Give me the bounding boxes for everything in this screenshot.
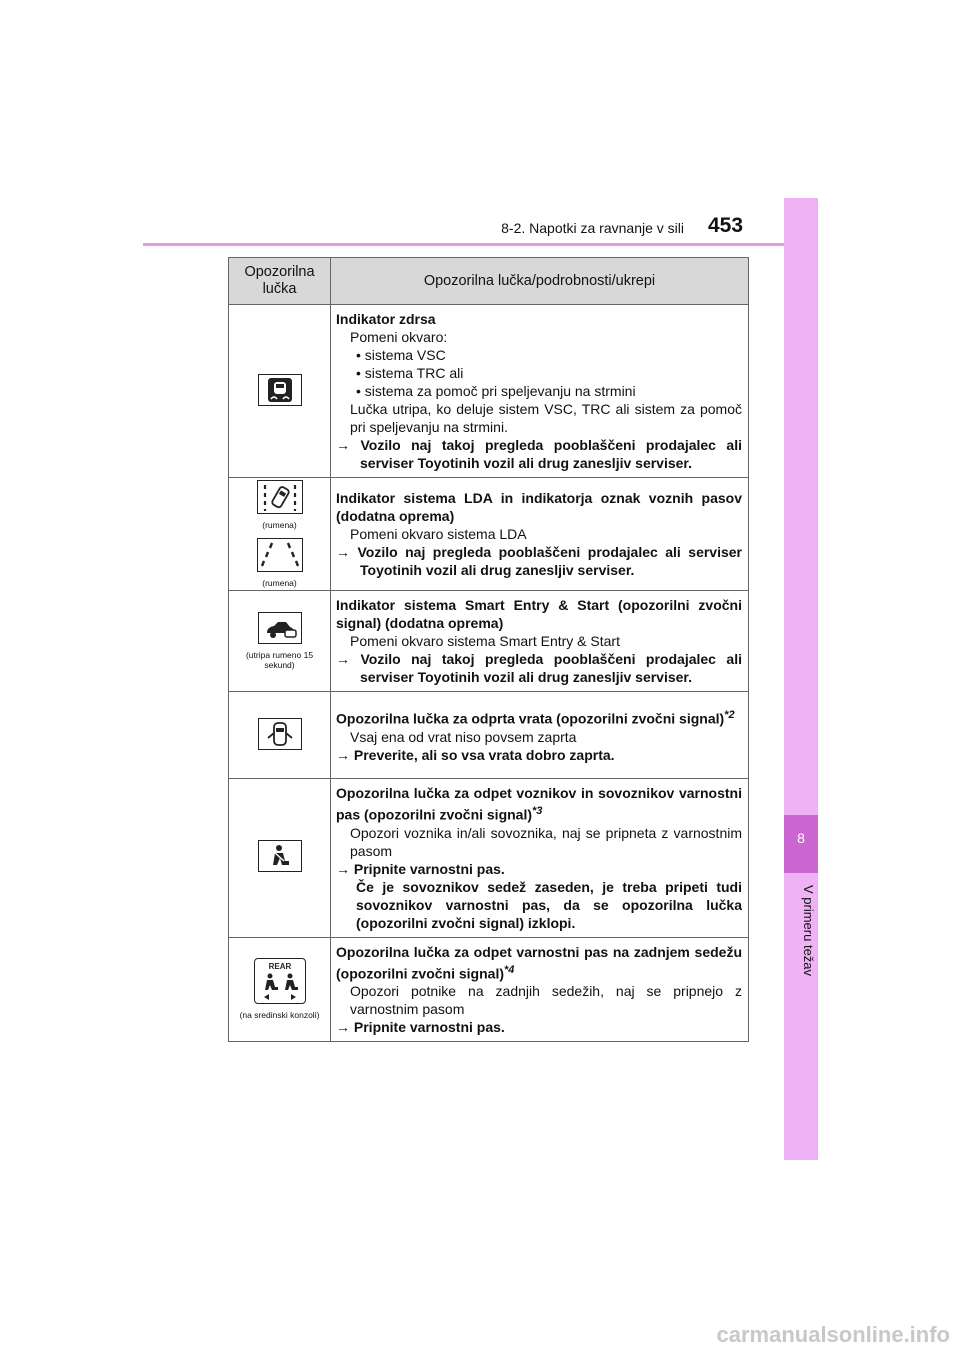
arrow-icon: → bbox=[336, 437, 350, 453]
action: → Pripnite varnostni pas. bbox=[336, 860, 505, 877]
section-title: 8-2. Napotki za ravnanje v sili bbox=[501, 220, 684, 236]
details-cell bbox=[331, 692, 749, 779]
footnote-marker: *4 bbox=[504, 963, 515, 976]
chapter-number: 8 bbox=[797, 830, 805, 846]
description: Opozori voznika in/ali sovoznika, naj se pripneta z varnostnim pasom bbox=[350, 824, 742, 859]
list-item: • sistema za pomoč pri speljevanju na strmini bbox=[356, 383, 636, 399]
chapter-sidebar bbox=[784, 198, 818, 1160]
description: Pomeni okvaro: bbox=[350, 329, 448, 345]
details-cell bbox=[331, 591, 749, 692]
open-door-icon bbox=[258, 718, 302, 750]
table-row bbox=[229, 692, 749, 779]
footnote-marker: *3 bbox=[532, 805, 543, 817]
arrow-icon: → bbox=[336, 651, 350, 667]
chapter-title: V primeru težav bbox=[801, 885, 816, 977]
table-row bbox=[229, 779, 749, 938]
action: → Vozilo naj pregleda pooblaščeni prodajalec ali serviser Toyotinih vozil ali drug zanesljiv serviser. bbox=[336, 544, 743, 578]
icon-caption: (na sredinski konzoli) bbox=[239, 1010, 320, 1021]
light-title: Opozorilna lučka za odpet voznikov in sovoznikov varnostni pas (opozorilni zvočni signal)$^{*3}$ bbox=[336, 785, 742, 823]
description: Vsaj ena od vrat niso povsem zaprta bbox=[350, 728, 577, 745]
icon-cell bbox=[229, 305, 331, 478]
action: → Pripnite varnostni pas. bbox=[336, 1019, 505, 1036]
table-row bbox=[229, 591, 749, 692]
column-header-details: Opozorilna lučka/podrobnosti/ukrepi bbox=[331, 258, 749, 305]
slip-indicator-icon bbox=[258, 374, 302, 406]
warning-light-table bbox=[228, 257, 749, 1042]
rear-seatbelt-icon bbox=[254, 958, 306, 1004]
icon-caption: (rumena) bbox=[262, 578, 297, 588]
arrow-icon: → bbox=[336, 544, 350, 560]
header-rule bbox=[143, 243, 818, 246]
table-row bbox=[229, 305, 749, 478]
table-header-row bbox=[229, 258, 749, 305]
action: → Vozilo naj takoj pregleda pooblaščeni prodajalec ali serviser Toyotinih vozil ali drug zanesljiv serviser. bbox=[336, 651, 742, 685]
light-title: Indikator sistema Smart Entry & Start (opozorilni zvočni signal) (dodatna oprema) bbox=[336, 597, 742, 631]
list-item: • sistema VSC bbox=[356, 347, 446, 363]
icon-cell bbox=[229, 779, 331, 938]
arrow-icon: → bbox=[336, 860, 350, 877]
arrow-icon: → bbox=[336, 746, 350, 763]
icon-cell bbox=[229, 937, 331, 1042]
svg-text:REAR: REAR bbox=[268, 962, 291, 972]
watermark: carmanualsonline.info bbox=[716, 1322, 950, 1347]
column-header-light: Opozorilna lučka bbox=[229, 258, 331, 305]
list-item: • sistema TRC ali bbox=[356, 365, 464, 381]
description: Opozori potnike na zadnjih sedežih, naj se pripnejo z varnostnim pasom bbox=[350, 983, 742, 1018]
note: Lučka utripa, ko deluje sistem VSC, TRC ali sistem za pomoč pri speljevanju na strmini. bbox=[350, 401, 742, 435]
table-row bbox=[229, 937, 749, 1042]
details-cell bbox=[331, 305, 749, 478]
icon-cell bbox=[229, 692, 331, 779]
details-cell bbox=[331, 937, 749, 1042]
lane-markers-icon bbox=[257, 538, 303, 572]
smart-key-icon bbox=[258, 612, 302, 644]
icon-cell bbox=[229, 478, 331, 591]
icon-cell bbox=[229, 591, 331, 692]
light-title: Opozorilna lučka za odprta vrata (opozorilni zvočni signal)$^{*2}$ bbox=[336, 709, 735, 727]
icon-caption: (utripa rumeno 15 sekund) bbox=[245, 650, 314, 670]
footnote-marker: *2 bbox=[724, 709, 735, 722]
description: Pomeni okvaro sistema LDA bbox=[350, 526, 527, 542]
light-title: Indikator sistema LDA in indikatorja oznak voznih pasov (dodatna oprema) bbox=[336, 490, 742, 524]
light-title: Opozorilna lučka za odpet varnostni pas na zadnjem sedežu (opozorilni zvočni signal)$^{*4}$ bbox=[336, 943, 742, 982]
page-number: 453 bbox=[708, 214, 744, 237]
seatbelt-icon bbox=[258, 840, 302, 872]
arrow-icon: → bbox=[336, 1019, 350, 1036]
light-title: Indikator zdrsa bbox=[336, 311, 436, 327]
details-cell bbox=[331, 478, 749, 591]
details-cell bbox=[331, 779, 749, 938]
description: Pomeni okvaro sistema Smart Entry & Start bbox=[350, 633, 620, 649]
lda-indicator-icon bbox=[257, 480, 303, 514]
action: → Preverite, ali so vsa vrata dobro zaprta. bbox=[336, 746, 615, 763]
icon-caption: (rumena) bbox=[262, 520, 297, 530]
additional-note: Če je sovoznikov sedež zaseden, je treba pripeti tudi sovoznikov varnostni pas, da se opozorilna lučka (opozorilni zvočni signal) izklopi. bbox=[356, 878, 742, 931]
action: → Vozilo naj takoj pregleda pooblaščeni prodajalec ali serviser Toyotinih vozil ali drug zanesljiv serviser. bbox=[336, 437, 742, 471]
table-row bbox=[229, 478, 749, 591]
